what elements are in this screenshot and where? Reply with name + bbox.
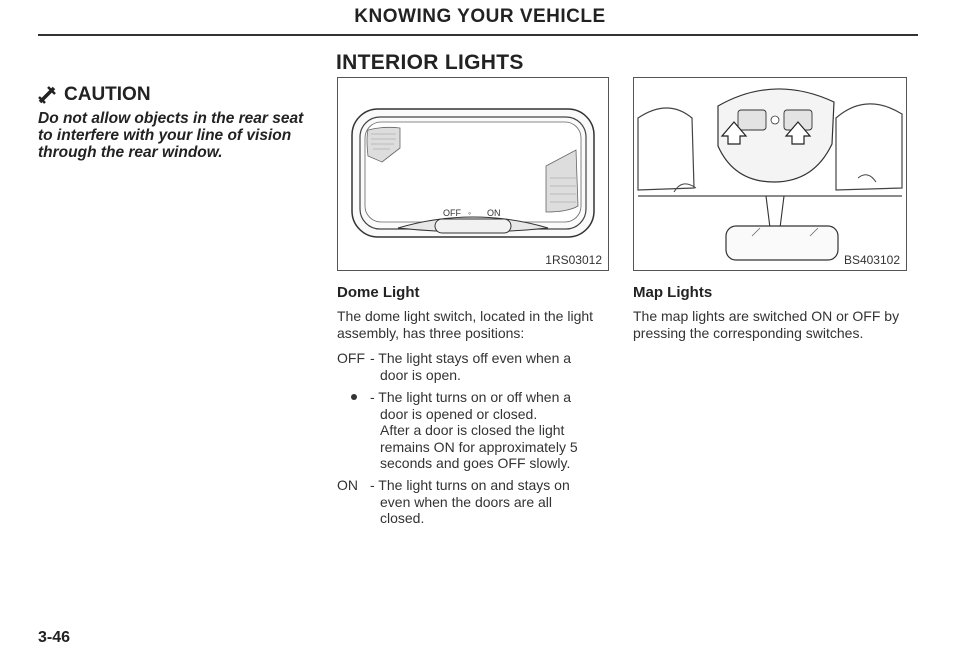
- map-lights-heading: Map Lights: [633, 284, 713, 301]
- map-figure-code: BS403102: [843, 253, 900, 267]
- map-lights-figure: [633, 77, 907, 271]
- dome-light-figure: [337, 77, 609, 271]
- page-header-title: KNOWING YOUR VEHICLE: [354, 6, 606, 27]
- header-divider: [38, 34, 918, 36]
- position-off-label: OFF: [337, 350, 365, 366]
- position-on-description: - The light turns on and stays on even when the doors are all closed.: [370, 477, 570, 526]
- position-door-row: [337, 389, 607, 472]
- map-lights-text: The map lights are switched ON or OFF by pressing the corresponding switches.: [633, 308, 900, 341]
- switch-on-label: ON: [487, 208, 501, 218]
- dome-figure-code: 1RS03012: [545, 253, 602, 267]
- page-number: 3-46: [38, 629, 71, 646]
- position-on-row: [337, 477, 607, 527]
- dome-light-illustration: [338, 78, 608, 270]
- switch-mid-label: ◦: [468, 208, 472, 218]
- caution-text: Do not allow objects in the rear seat to interfere with your line of vision through the rear window.: [38, 110, 304, 161]
- section-title: INTERIOR LIGHTS: [336, 51, 524, 74]
- caution-heading-label: CAUTION: [64, 84, 151, 105]
- map-lights-illustration: [634, 78, 906, 270]
- position-off-description: - The light stays off even when a door is open.: [370, 350, 572, 383]
- switch-off-label: OFF: [443, 208, 461, 218]
- position-off-row: [337, 350, 607, 383]
- caution-heading: [38, 84, 151, 106]
- dome-light-heading: Dome Light: [337, 284, 420, 301]
- caution-icon: [38, 86, 56, 104]
- door-position-dot-icon: [337, 389, 370, 472]
- position-on-label: ON: [337, 477, 358, 493]
- dome-light-intro: The dome light switch, located in the light assembly, has three positions:: [337, 308, 594, 341]
- position-door-description: - The light turns on or off when a door is opened or closed. After a door is closed the light remains ON for approximately 5 seconds and goes OFF slowly.: [370, 389, 578, 471]
